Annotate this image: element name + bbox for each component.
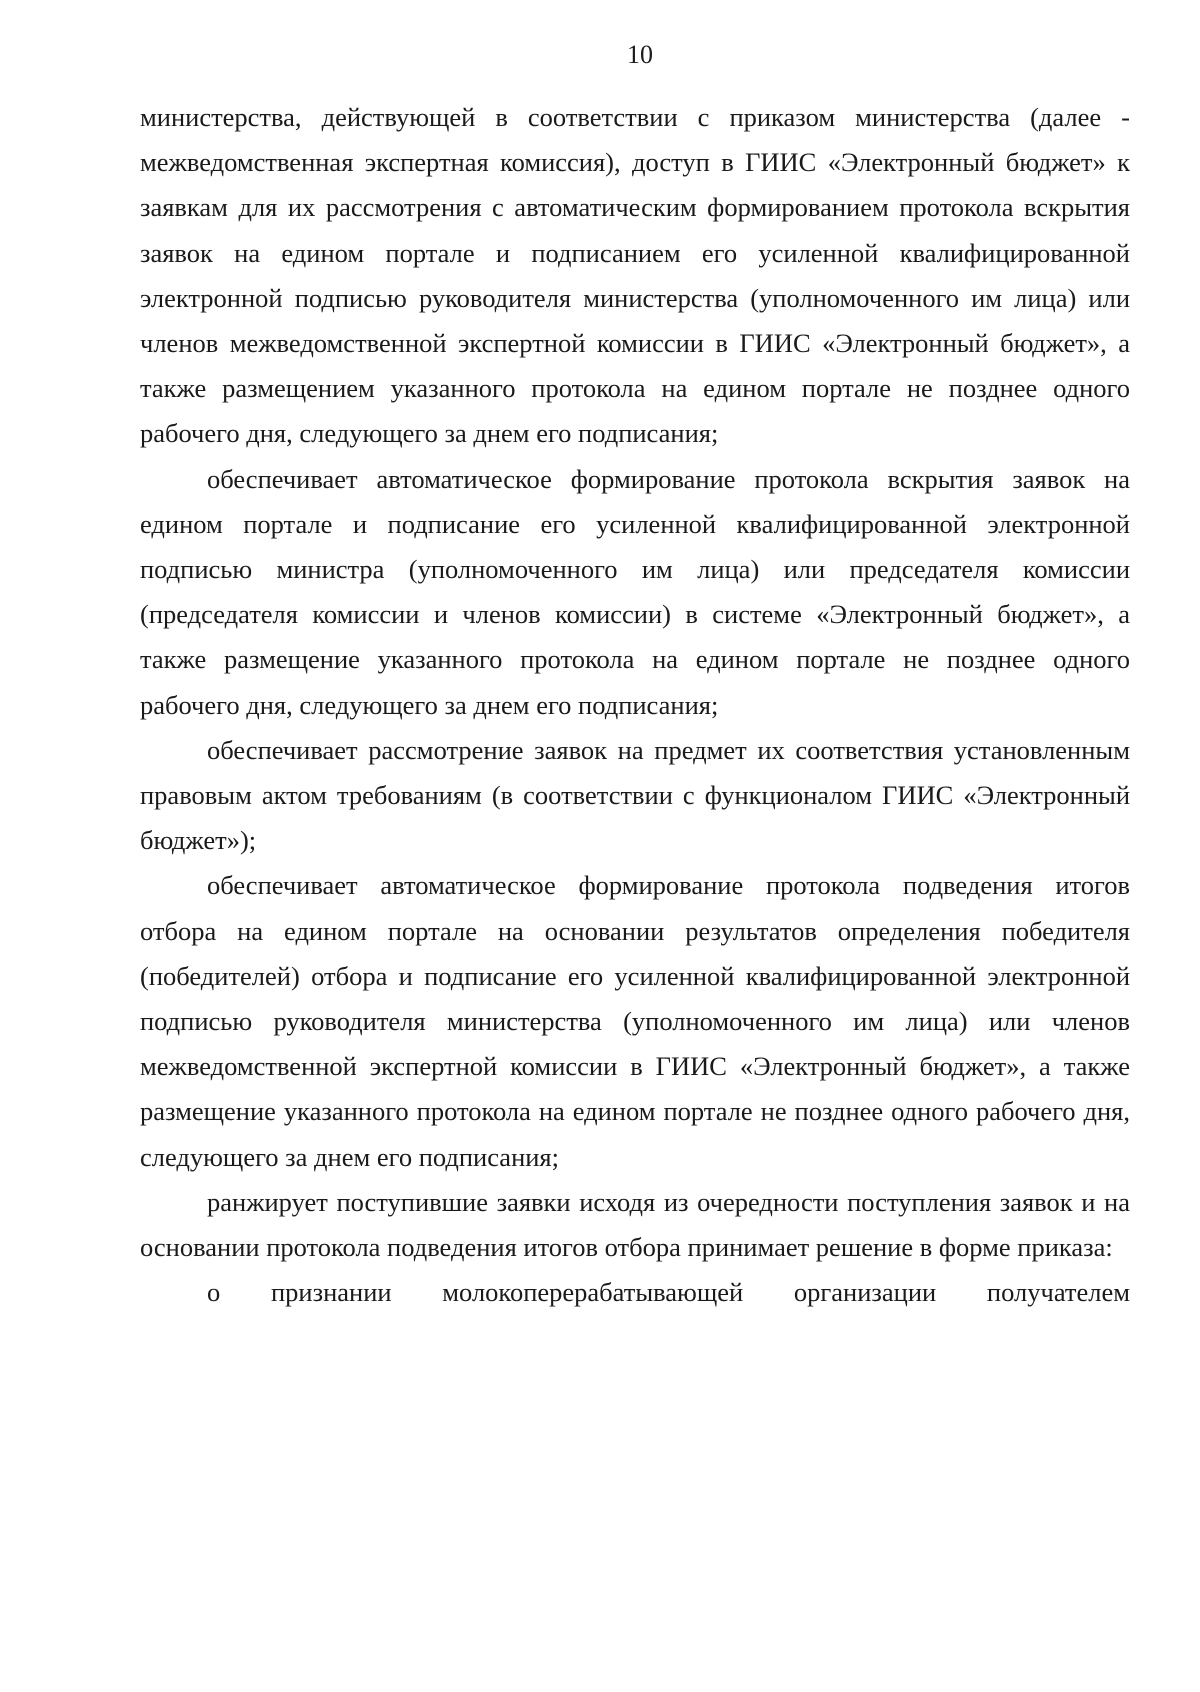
paragraph-review-applications: обеспечивает рассмотрение заявок на предмет их соответствия установленным правовым актом требованиям (в соответствии с функционалом ГИИС «Электронный бюджет»); (140, 734, 1130, 856)
document-body (140, 95, 1130, 1315)
paragraph-ranking: ранжирует поступившие заявки исходя из очередности поступления заявок и на основании протокола подведения итогов отбора принимает решение в форме приказа: (140, 1186, 1130, 1263)
page-number: 10 (627, 40, 653, 69)
paragraph-protocol-opening: обеспечивает автоматическое формирование протокола вскрытия заявок на едином портале и подписание его усиленной квалифицированной электронной подписью министра (уполномоченного им лица) или председателя комиссии (председателя комиссии и членов комиссии) в системе «Электронный бюджет», а также размещение указанного протокола на едином портале не позднее одного рабочего дня, следующего за днем его подписания; (140, 463, 1130, 720)
paragraph-continuation: министерства, действующей в соответствии с приказом министерства (далее - межведомственная экспертная комиссия), доступ в ГИИС «Электронный бюджет» к заявкам для их рассмотрения с автоматическим формированием протокола вскрытия заявок на едином портале и подписанием его усиленной квалифицированной электронной подписью руководителя министерства (уполномоченного им лица) или членов межведомственной экспертной комиссии в ГИИС «Электронный бюджет», а также размещением указанного протокола на едином портале не позднее одного рабочего дня, следующего за днем его подписания; (140, 102, 1130, 449)
paragraph-protocol-results: обеспечивает автоматическое формирование протокола подведения итогов отбора на едином портале на основании результатов определения победителя (победителей) отбора и подписание его усиленной квалифицированной электронной подписью руководителя министерства (уполномоченного им лица) или членов межведомственной экспертной комиссии в ГИИС «Электронный бюджет», а также размещение указанного протокола на едином портале не позднее одного рабочего дня, следующего за днем его подписания; (140, 870, 1130, 1172)
paragraph-recognition: о признании молокоперерабатывающей организации получателем (207, 1277, 1130, 1308)
